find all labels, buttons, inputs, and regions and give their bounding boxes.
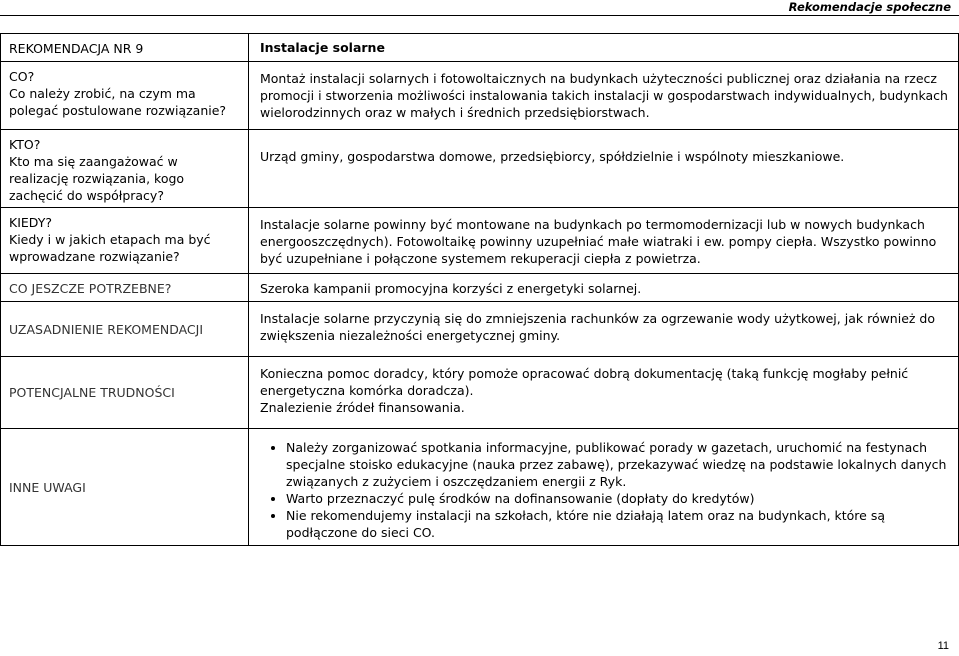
recommendation-table (0, 33, 959, 546)
label-cell-co (1, 62, 249, 130)
document-header-title: Rekomendacje społeczne (788, 0, 951, 14)
table-row (1, 130, 959, 208)
label-kiedy-heading: KIEDY? (9, 215, 52, 230)
table-row (1, 208, 959, 274)
label-cell-uzasadnienie (1, 302, 249, 357)
table-row (1, 274, 959, 302)
label-co-jeszcze: CO JESZCZE POTRZEBNE? (9, 281, 172, 296)
table-row (1, 302, 959, 357)
trudnosci-text-1: Konieczna pomoc doradcy, który pomoże opracować dobrą dokumentację (taką funkcję mogłaby pełnić energetyczna komórka doradcza). (260, 366, 909, 398)
recommendation-number-cell (1, 34, 249, 62)
label-kto-description: Kto ma się zaangażować w realizację rozwiązania, kogo zachęcić do współpracy? (9, 154, 185, 203)
header-divider (0, 15, 959, 16)
content-trudnosci (249, 357, 959, 429)
table-row (1, 357, 959, 429)
label-kto-heading: KTO? (9, 137, 41, 152)
content-uzasadnienie: Instalacje solarne przyczynią się do zmniejszenia rachunków za ogrzewanie wody użytkowej, jak również do zwiększenia niezależności energetycznej gminy. (249, 302, 959, 357)
label-cell-inne-uwagi (1, 429, 249, 546)
recommendation-title: Instalacje solarne (249, 34, 959, 62)
label-inne-uwagi: INNE UWAGI (9, 479, 86, 495)
label-co-heading: CO? (9, 69, 35, 84)
label-uzasadnienie: UZASADNIENIE REKOMENDACJI (9, 321, 204, 337)
content-inne-uwagi (249, 429, 959, 546)
label-cell-kiedy (1, 208, 249, 274)
list-item: • Należy zorganizować spotkania informacyjne, publikować porady w gazetach, uruchomić na festynach specjalne stoisko edukacyjne (nauka przez zabawę), przekazywać wiedzę na podstawie lokalnych danych związanych z zużyciem i oszczędzaniem energii z Ryk. (286, 439, 952, 490)
table-row (1, 429, 959, 546)
table-row (1, 34, 959, 62)
content-kto: Urząd gminy, gospodarstwa domowe, przedsiębiorcy, spółdzielnie i wspólnoty mieszkaniowe. (249, 130, 959, 208)
content-kiedy: Instalacje solarne powinny być montowane na budynkach po termomodernizacji lub w nowych budynkach energooszczędnych). Fotowoltaikę powinny uzupełniać małe wiatraki i ew. pompy ciepła. Wszystko powinno być uzupełniane i połączone systemem rekuperacji ciepła z powietrza. (249, 208, 959, 274)
label-cell-kto (1, 130, 249, 208)
recommendation-number: REKOMENDACJA NR 9 (9, 41, 144, 56)
table-row (1, 62, 959, 130)
content-co: Montaż instalacji solarnych i fotowoltaicznych na budynkach użyteczności publicznej oraz działania na rzecz promocji i stworzenia możliwości instalowania takich instalacji w gospodarstwach indywidualnych, budynkach wielorodzinnych oraz w małych i średnich przedsiębiorstwach. (249, 62, 959, 130)
trudnosci-text-2: Znalezienie źródeł finansowania. (260, 400, 465, 415)
label-co-description: Co należy zrobić, na czym ma polegać postulowane rozwiązanie? (9, 86, 227, 118)
label-cell-trudnosci (1, 357, 249, 429)
list-item: • Warto przeznaczyć pulę środków na dofinansowanie (dopłaty do kredytów) (286, 490, 952, 507)
label-trudnosci: POTENCJALNE TRUDNOŚCI (9, 385, 175, 400)
remarks-list (260, 439, 952, 541)
content-co-jeszcze: Szeroka kampanii promocyjna korzyści z energetyki solarnej. (249, 274, 959, 302)
label-cell-co-jeszcze (1, 274, 249, 302)
list-item: • Nie rekomendujemy instalacji na szkołach, które nie działają latem oraz na budynkach, które są podłączone do sieci CO. (286, 507, 952, 541)
page-number: 11 (937, 640, 949, 652)
label-kiedy-description: Kiedy i w jakich etapach ma być wprowadzane rozwiązanie? (9, 232, 211, 264)
